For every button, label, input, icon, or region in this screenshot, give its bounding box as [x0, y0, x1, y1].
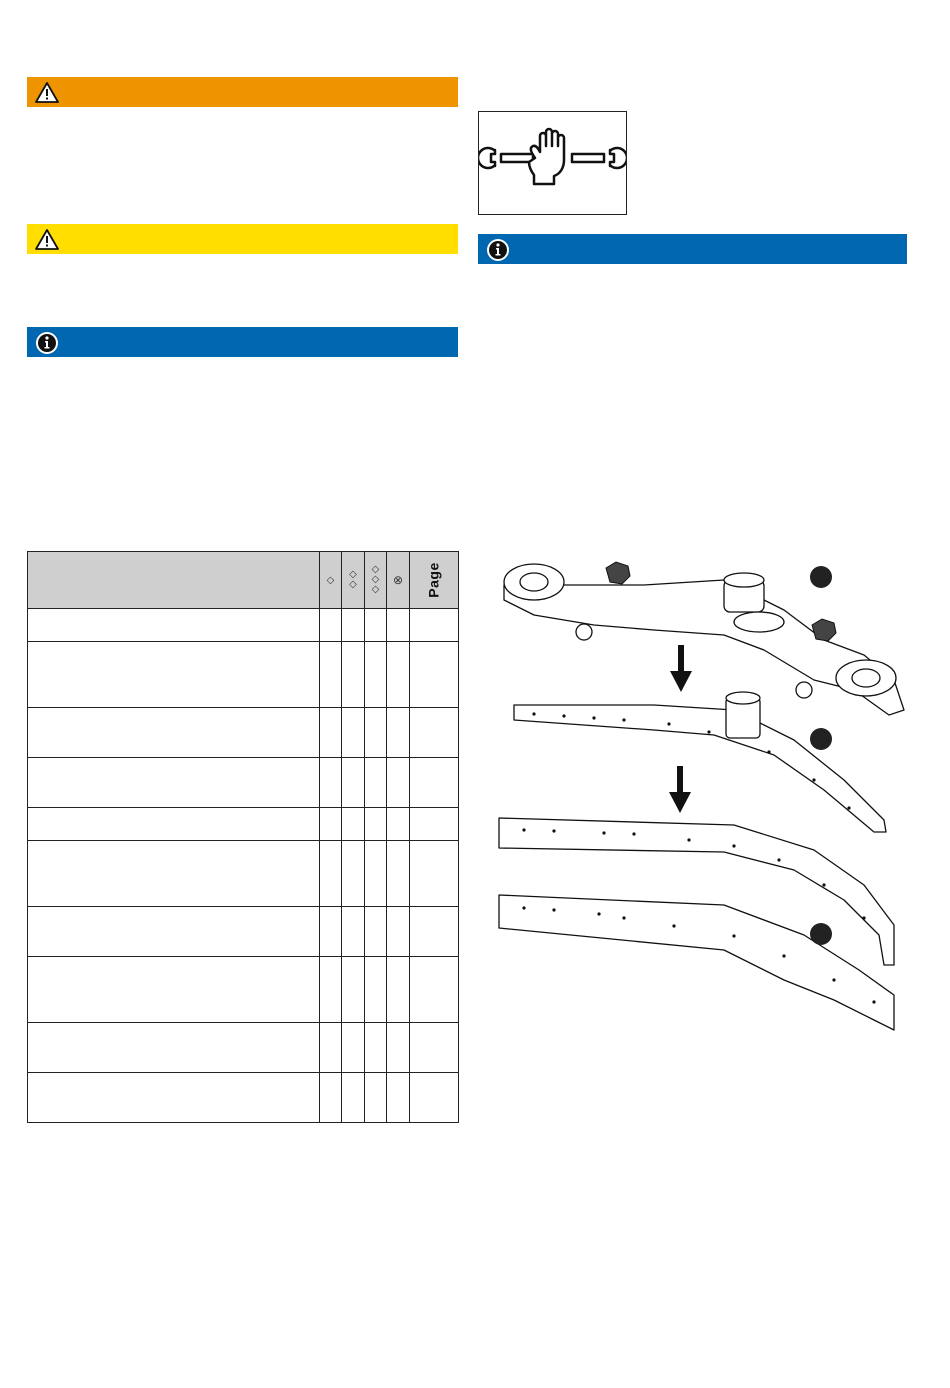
mark-cell [320, 1073, 342, 1123]
mark-cell [387, 957, 410, 1023]
page-cell [410, 609, 459, 642]
warning-bar [27, 77, 458, 107]
mark-cell [342, 758, 365, 808]
callout-dot [810, 923, 832, 945]
page-cell [410, 808, 459, 841]
callout-dot [810, 566, 832, 588]
table-row [28, 808, 459, 841]
table-row [28, 609, 459, 642]
mark-cell [365, 841, 387, 907]
mark-cell [365, 808, 387, 841]
mark-cell [342, 1023, 365, 1073]
page-cell [410, 957, 459, 1023]
mark-cell [320, 642, 342, 708]
squeegee-assembly-figure [494, 540, 914, 1040]
task-cell [28, 841, 320, 907]
interval-weekly-symbol: ◇ ◇ [349, 569, 357, 590]
mark-cell [342, 808, 365, 841]
mark-cell [387, 758, 410, 808]
blade-holder [514, 692, 886, 832]
table-header-row [28, 552, 459, 609]
mark-cell [320, 758, 342, 808]
hose-connector-top [724, 573, 764, 587]
task-cell [28, 1073, 320, 1123]
info-icon [35, 331, 59, 353]
page-cell [410, 642, 459, 708]
task-cell [28, 1023, 320, 1073]
mark-cell [365, 1023, 387, 1073]
callout-dot [810, 728, 832, 750]
mark-cell [387, 841, 410, 907]
table-row [28, 957, 459, 1023]
mark-cell [387, 1023, 410, 1073]
left-knob-icon [606, 562, 630, 584]
task-cell [28, 642, 320, 708]
mark-cell [387, 708, 410, 758]
mark-cell [365, 907, 387, 957]
mark-cell [320, 708, 342, 758]
page-cell [410, 708, 459, 758]
frame-loop [734, 612, 784, 632]
table-row [28, 708, 459, 758]
mark-cell [342, 609, 365, 642]
page-cell [410, 1023, 459, 1073]
wrench-hand-wrench-icon [479, 112, 626, 214]
tool-pictogram [478, 111, 627, 215]
mark-cell [365, 1073, 387, 1123]
caution-bar [27, 224, 458, 254]
mark-cell [365, 957, 387, 1023]
mark-cell [387, 609, 410, 642]
warning-triangle-icon [35, 228, 59, 250]
right-wheel-hub [852, 669, 880, 687]
interval-monthly-symbol: ◇ ◇ ◇ [371, 564, 380, 595]
task-header [28, 552, 320, 609]
mark-cell [320, 907, 342, 957]
mark-cell [342, 957, 365, 1023]
table-row [28, 841, 459, 907]
squeegee-frame [504, 580, 904, 715]
down-arrow-icon [670, 645, 692, 692]
table-row [28, 1023, 459, 1073]
mark-cell [342, 708, 365, 758]
mark-cell [365, 642, 387, 708]
interval-weekly-header [342, 552, 365, 609]
page-cell [410, 841, 459, 907]
page-cell [410, 758, 459, 808]
maintenance-table [27, 551, 459, 1123]
page-label: Page [426, 562, 442, 598]
mark-cell [387, 642, 410, 708]
squeegee-blade-rear [499, 895, 894, 1030]
page-cell [410, 1073, 459, 1123]
left-caster [576, 624, 592, 640]
info-bar [27, 327, 458, 357]
mark-cell [387, 1073, 410, 1123]
left-wheel-hub [520, 573, 548, 591]
task-cell [28, 957, 320, 1023]
table-row [28, 907, 459, 957]
mark-cell [320, 841, 342, 907]
mark-cell [365, 758, 387, 808]
mark-cell [320, 957, 342, 1023]
table-row [28, 1073, 459, 1123]
mark-cell [365, 609, 387, 642]
mark-cell [320, 1023, 342, 1073]
task-cell [28, 808, 320, 841]
warning-triangle-icon [35, 81, 59, 103]
mark-cell [342, 1073, 365, 1123]
table-row [28, 758, 459, 808]
info-icon [486, 238, 510, 260]
mark-cell [320, 808, 342, 841]
right-knob-icon [812, 619, 836, 641]
mark-cell [320, 609, 342, 642]
mark-cell [342, 642, 365, 708]
info-bar-right [478, 234, 907, 264]
down-arrow-icon [669, 766, 691, 813]
mark-cell [342, 841, 365, 907]
task-cell [28, 609, 320, 642]
mark-cell [387, 907, 410, 957]
page-header [410, 552, 459, 609]
mark-cell [342, 907, 365, 957]
squeegee-exploded-view-drawing [494, 540, 914, 1040]
page-cell [410, 907, 459, 957]
task-cell [28, 758, 320, 808]
interval-daily-header: ◇ [320, 552, 342, 609]
interval-monthly-header [365, 552, 387, 609]
mark-cell [387, 808, 410, 841]
interval-service-header: ⊗ [387, 552, 410, 609]
right-caster [796, 682, 812, 698]
mark-cell [365, 708, 387, 758]
table-row [28, 642, 459, 708]
task-cell [28, 708, 320, 758]
task-cell [28, 907, 320, 957]
